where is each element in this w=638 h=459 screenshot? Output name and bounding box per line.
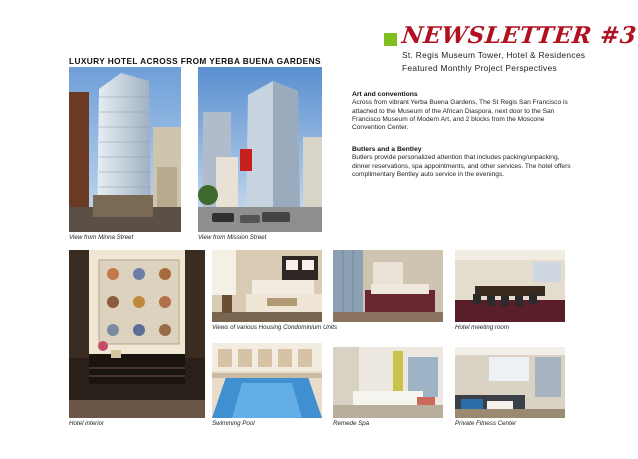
caption-minna: View from Minna Street bbox=[69, 234, 134, 241]
caption-fitness: Private Fitness Center bbox=[455, 420, 517, 427]
section-butlers bbox=[352, 146, 572, 179]
green-square-mark bbox=[384, 33, 397, 46]
photo-minna-street bbox=[69, 67, 181, 232]
caption-condo: Views of various Housing Condominium Units bbox=[212, 324, 338, 331]
section-butlers-body: Butlers provide personalized attention that includes packing/unpacking, dinner reservations, spa appointments, and other services. The hotel offers complimentary Bentley auto service in the evenings. bbox=[352, 154, 571, 178]
photo-fitness-center bbox=[455, 347, 565, 418]
newsletter-title: NEWSLETTER #3 bbox=[400, 22, 638, 49]
photo-condo-unit bbox=[333, 250, 443, 322]
caption-meeting: Hotel meeting room bbox=[455, 324, 509, 331]
caption-pool: Swimming Pool bbox=[212, 420, 255, 427]
section-art bbox=[352, 91, 572, 132]
caption-interior: Hotel interior bbox=[69, 420, 105, 427]
section-art-heading: Art and conventions bbox=[352, 91, 418, 98]
photo-mission-street bbox=[198, 67, 322, 232]
section-art-body: Across from vibrant Yerba Buena Gardens, The St Regis San Francisco is attached to the Museum of the African Diaspora, next door to the San Francisco Museum of Modern Art, and 2 blocks from the Moscone Convention Center. bbox=[352, 99, 568, 132]
caption-spa: Remede Spa bbox=[333, 420, 370, 427]
section-butlers-heading: Butlers and a Bentley bbox=[352, 146, 422, 153]
photo-hotel-interior bbox=[69, 250, 205, 418]
photo-condo-bedroom bbox=[212, 250, 322, 322]
photo-swimming-pool bbox=[212, 343, 322, 418]
page-heading: LUXURY HOTEL ACROSS FROM YERBA BUENA GARDENS bbox=[69, 56, 321, 66]
caption-mission: View from Mission Street bbox=[198, 234, 267, 241]
newsletter-subtitle-2: Featured Monthly Project Perspectives bbox=[402, 63, 557, 73]
photo-remede-spa bbox=[333, 347, 443, 418]
newsletter-subtitle-1: St. Regis Museum Tower, Hotel & Residences bbox=[402, 50, 586, 60]
photo-meeting-room bbox=[455, 250, 565, 322]
